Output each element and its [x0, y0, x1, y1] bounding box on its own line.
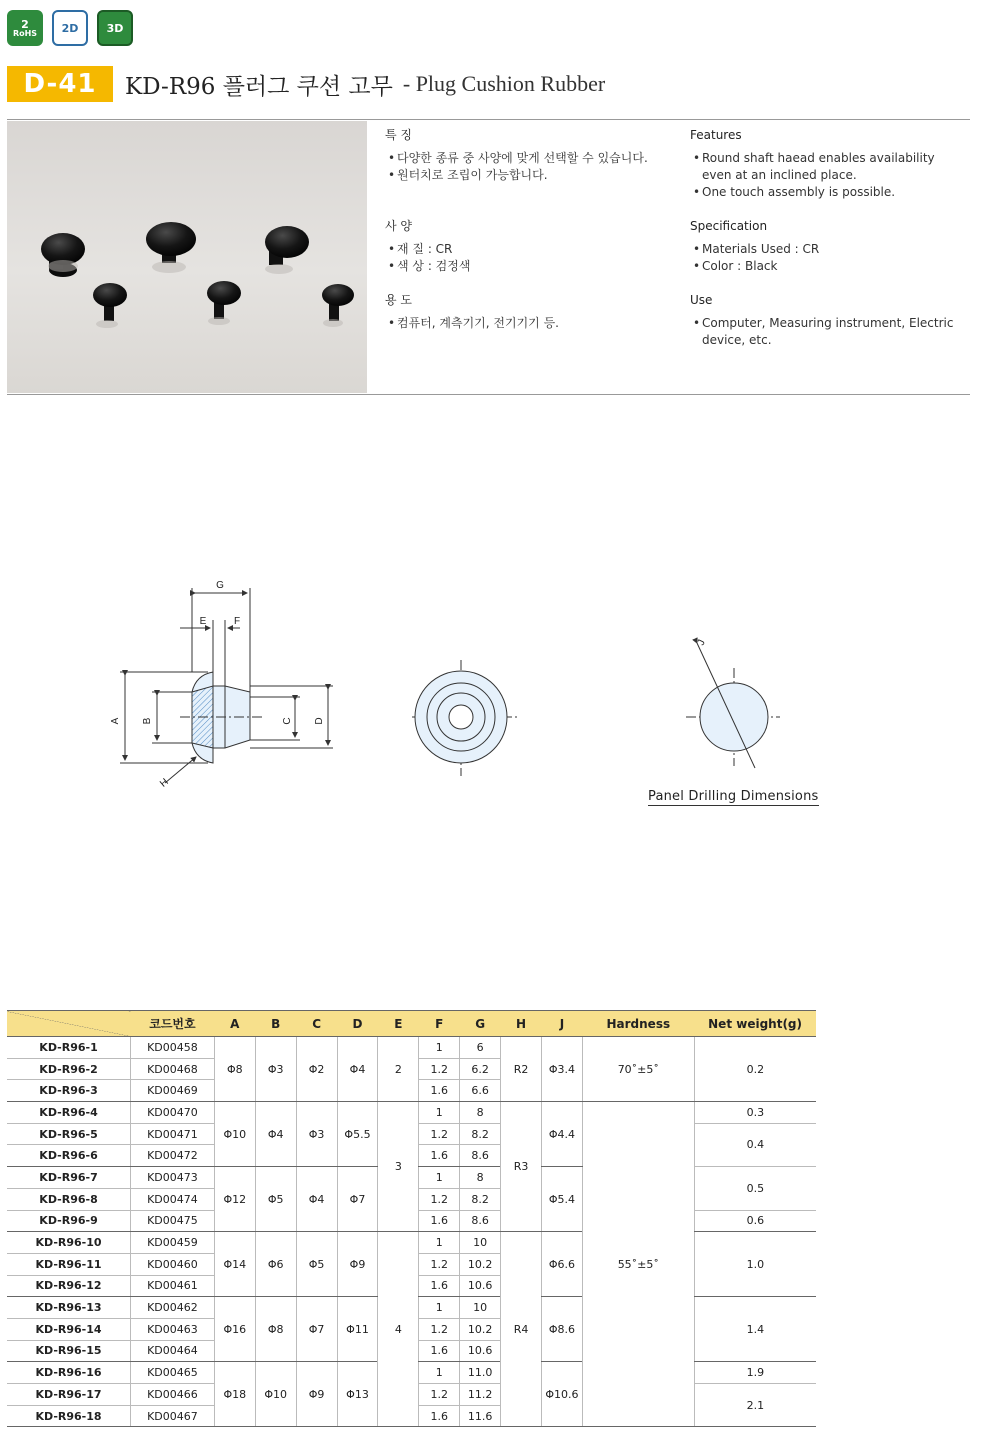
cell-G: 10.6 [460, 1275, 501, 1297]
header-A: A [214, 1011, 255, 1037]
cell-C: Φ9 [296, 1362, 337, 1427]
cell-J: Φ4.4 [541, 1102, 582, 1167]
cell-H: R3 [501, 1102, 542, 1232]
cell-B: Φ4 [255, 1102, 296, 1167]
cell-model: KD-R96-18 [7, 1405, 131, 1427]
cell-B: Φ8 [255, 1297, 296, 1362]
cell-E: 4 [378, 1232, 419, 1427]
header-model [7, 1011, 131, 1037]
2d-drawing-badge[interactable]: 2D [52, 10, 88, 46]
cell-code: KD00469 [131, 1080, 215, 1102]
cell-model: KD-R96-14 [7, 1318, 131, 1340]
plug-small-1 [93, 283, 127, 328]
cell-net-weight: 1.4 [694, 1297, 816, 1362]
cell-F: 1.6 [419, 1340, 460, 1362]
cell-net-weight: 0.6 [694, 1210, 816, 1232]
cell-model: KD-R96-5 [7, 1123, 131, 1145]
cell-G: 6 [460, 1037, 501, 1059]
cell-net-weight: 0.5 [694, 1167, 816, 1210]
cell-F: 1.2 [419, 1384, 460, 1406]
cell-E: 2 [378, 1037, 419, 1102]
dimension-label-C: C [282, 717, 293, 725]
side-view [110, 580, 333, 790]
cell-model: KD-R96-12 [7, 1275, 131, 1297]
catalog-code-tag: D-41 [7, 66, 113, 102]
cell-C: Φ3 [296, 1102, 337, 1167]
cell-G: 6.6 [460, 1080, 501, 1102]
cell-B: Φ3 [255, 1037, 296, 1102]
cell-D: Φ11 [337, 1297, 378, 1362]
divider-bottom [7, 394, 970, 395]
cell-code: KD00473 [131, 1167, 215, 1189]
use-korean-heading: 용 도 [385, 293, 412, 307]
header-E: E [378, 1011, 419, 1037]
cell-code: KD00459 [131, 1232, 215, 1254]
cell-G: 11.6 [460, 1405, 501, 1427]
cell-code: KD00474 [131, 1188, 215, 1210]
cell-code: KD00462 [131, 1297, 215, 1319]
cell-J: Φ6.6 [541, 1232, 582, 1297]
header-net-weight: Net weight(g) [694, 1011, 816, 1037]
cell-G: 11.0 [460, 1362, 501, 1384]
cell-G: 6.2 [460, 1058, 501, 1080]
table-row [7, 1232, 816, 1254]
header-F: F [419, 1011, 460, 1037]
dimension-label-D: D [314, 717, 325, 725]
cell-model: KD-R96-10 [7, 1232, 131, 1254]
cell-F: 1.6 [419, 1210, 460, 1232]
3d-model-badge[interactable]: 3D [97, 10, 133, 46]
use-korean [385, 292, 675, 332]
cell-B: Φ6 [255, 1232, 296, 1297]
cell-code: KD00461 [131, 1275, 215, 1297]
cell-model: KD-R96-13 [7, 1297, 131, 1319]
cell-J: Φ3.4 [541, 1037, 582, 1102]
cell-F: 1 [419, 1297, 460, 1319]
cell-F: 1.2 [419, 1188, 460, 1210]
table-row [7, 1102, 816, 1124]
cell-G: 10 [460, 1297, 501, 1319]
cell-A: Φ8 [214, 1037, 255, 1102]
features-english [690, 127, 965, 201]
cell-hardness: 55˚±5˚ [582, 1102, 694, 1427]
cell-net-weight: 0.4 [694, 1123, 816, 1166]
features-english-heading: Features [690, 128, 742, 142]
cell-F: 1.6 [419, 1145, 460, 1167]
header-C: C [296, 1011, 337, 1037]
cell-model: KD-R96-17 [7, 1384, 131, 1406]
spec-english-item: • Color : Black [690, 258, 965, 275]
product-photo [7, 121, 367, 393]
header-G: G [460, 1011, 501, 1037]
cell-code: KD00470 [131, 1102, 215, 1124]
dimension-label-G: G [216, 580, 224, 591]
cell-code: KD00458 [131, 1037, 215, 1059]
cell-A: Φ12 [214, 1167, 255, 1232]
cell-C: Φ7 [296, 1297, 337, 1362]
cell-code: KD00472 [131, 1145, 215, 1167]
cell-C: Φ4 [296, 1167, 337, 1232]
spec-korean-heading: 사 양 [385, 219, 412, 233]
features-korean-item: • 원터치로 조립이 가능합니다. [385, 167, 675, 184]
cell-code: KD00475 [131, 1210, 215, 1232]
features-english-item: • One touch assembly is possible. [690, 184, 965, 201]
cell-code: KD00467 [131, 1405, 215, 1427]
cell-F: 1.2 [419, 1253, 460, 1275]
cell-A: Φ16 [214, 1297, 255, 1362]
cell-G: 11.2 [460, 1384, 501, 1406]
cell-F: 1 [419, 1362, 460, 1384]
rohs-label: RoHS [12, 28, 38, 38]
cell-model: KD-R96-11 [7, 1253, 131, 1275]
features-korean-item: • 다양한 종류 중 사양에 맞게 선택할 수 있습니다. [385, 150, 675, 167]
header-J: J [541, 1011, 582, 1037]
use-english-item: • Computer, Measuring instrument, Electric device, etc. [690, 315, 965, 349]
cell-F: 1.6 [419, 1405, 460, 1427]
cell-G: 10.2 [460, 1318, 501, 1340]
use-english [690, 292, 965, 349]
cell-net-weight: 0.3 [694, 1102, 816, 1124]
cell-code: KD00471 [131, 1123, 215, 1145]
rohs-number: 2 [21, 17, 29, 31]
cell-D: Φ7 [337, 1167, 378, 1232]
cell-G: 10.2 [460, 1253, 501, 1275]
cell-F: 1 [419, 1167, 460, 1189]
cell-B: Φ10 [255, 1362, 296, 1427]
dimension-label-J: J [695, 638, 708, 648]
header-H: H [501, 1011, 542, 1037]
cell-F: 1.2 [419, 1123, 460, 1145]
header-code: 코드번호 [131, 1011, 215, 1037]
cell-H: R2 [501, 1037, 542, 1102]
cell-J: Φ5.4 [541, 1167, 582, 1232]
rohs-badge [7, 10, 43, 46]
spec-korean-item: • 색 상 : 검정색 [385, 258, 675, 275]
cell-B: Φ5 [255, 1167, 296, 1232]
spec-korean-item: • 재 질 : CR [385, 241, 675, 258]
panel-drilling-caption: Panel Drilling Dimensions [648, 789, 819, 804]
cell-net-weight: 2.1 [694, 1384, 816, 1427]
cell-F: 1 [419, 1037, 460, 1059]
spec-table [7, 1010, 816, 1427]
rubber-plugs-illustration [7, 121, 367, 393]
dimension-label-H: H [158, 776, 171, 790]
cell-model: KD-R96-7 [7, 1167, 131, 1189]
panel-drilling-view [686, 638, 780, 768]
spec-english-heading: Specification [690, 219, 768, 233]
plug-small-3 [322, 284, 354, 327]
cell-code: KD00460 [131, 1253, 215, 1275]
cell-G: 8.2 [460, 1123, 501, 1145]
features-korean-heading: 특 징 [385, 128, 412, 142]
features-korean [385, 127, 675, 184]
product-title-english: - Plug Cushion Rubber [402, 71, 606, 96]
cell-F: 1.6 [419, 1275, 460, 1297]
cell-F: 1.2 [419, 1058, 460, 1080]
cell-code: KD00468 [131, 1058, 215, 1080]
cell-E: 3 [378, 1102, 419, 1232]
spec-english [690, 218, 965, 275]
header-hardness: Hardness [582, 1011, 694, 1037]
dimension-label-F: F [233, 616, 241, 627]
dimension-label-E: E [199, 616, 207, 627]
cell-F: 1.2 [419, 1318, 460, 1340]
cell-J: Φ10.6 [541, 1362, 582, 1427]
technical-drawing [0, 560, 1000, 810]
divider-top [7, 119, 970, 120]
cell-C: Φ2 [296, 1037, 337, 1102]
dimension-label-A: A [110, 717, 121, 725]
plug-large-1 [41, 233, 85, 277]
cell-G: 8 [460, 1167, 501, 1189]
cell-F: 1.6 [419, 1080, 460, 1102]
use-korean-item: • 컴퓨터, 계측기기, 전기기기 등. [385, 315, 675, 332]
cell-hardness: 70˚±5˚ [582, 1037, 694, 1102]
cell-H: R4 [501, 1232, 542, 1427]
dimension-label-B: B [142, 717, 153, 725]
cell-net-weight: 1.0 [694, 1232, 816, 1297]
table-header-row [7, 1011, 816, 1037]
header-D: D [337, 1011, 378, 1037]
table-row [7, 1037, 816, 1059]
features-english-item: • Round shaft haead enables availability even at an inclined place. [690, 150, 965, 184]
cell-G: 8.2 [460, 1188, 501, 1210]
cell-model: KD-R96-3 [7, 1080, 131, 1102]
cell-model: KD-R96-1 [7, 1037, 131, 1059]
cell-model: KD-R96-15 [7, 1340, 131, 1362]
cell-model: KD-R96-2 [7, 1058, 131, 1080]
cell-A: Φ10 [214, 1102, 255, 1167]
cell-model: KD-R96-6 [7, 1145, 131, 1167]
cell-D: Φ4 [337, 1037, 378, 1102]
cell-G: 10.6 [460, 1340, 501, 1362]
cell-F: 1 [419, 1232, 460, 1254]
cell-net-weight: 1.9 [694, 1362, 816, 1384]
plug-small-2 [207, 281, 241, 325]
product-title-row [7, 66, 605, 102]
header-B: B [255, 1011, 296, 1037]
cell-G: 10 [460, 1232, 501, 1254]
cell-D: Φ9 [337, 1232, 378, 1297]
spec-english-item: • Materials Used : CR [690, 241, 965, 258]
spec-korean [385, 218, 675, 275]
certification-badges [7, 10, 133, 46]
plug-large-2 [146, 222, 196, 273]
product-title-korean: KD-R96 플러그 쿠션 고무 [125, 73, 393, 100]
plug-large-3 [265, 226, 309, 274]
cell-model: KD-R96-16 [7, 1362, 131, 1384]
cell-J: Φ8.6 [541, 1297, 582, 1362]
cell-code: KD00465 [131, 1362, 215, 1384]
cell-code: KD00464 [131, 1340, 215, 1362]
cell-D: Φ13 [337, 1362, 378, 1427]
cell-A: Φ18 [214, 1362, 255, 1427]
cell-C: Φ5 [296, 1232, 337, 1297]
cell-G: 8.6 [460, 1145, 501, 1167]
cell-A: Φ14 [214, 1232, 255, 1297]
cell-code: KD00463 [131, 1318, 215, 1340]
cell-model: KD-R96-4 [7, 1102, 131, 1124]
cell-model: KD-R96-9 [7, 1210, 131, 1232]
cell-D: Φ5.5 [337, 1102, 378, 1167]
cell-model: KD-R96-8 [7, 1188, 131, 1210]
cell-code: KD00466 [131, 1384, 215, 1406]
cell-G: 8.6 [460, 1210, 501, 1232]
cell-F: 1 [419, 1102, 460, 1124]
front-view [412, 660, 518, 776]
cell-G: 8 [460, 1102, 501, 1124]
cell-net-weight: 0.2 [694, 1037, 816, 1102]
use-english-heading: Use [690, 293, 713, 307]
